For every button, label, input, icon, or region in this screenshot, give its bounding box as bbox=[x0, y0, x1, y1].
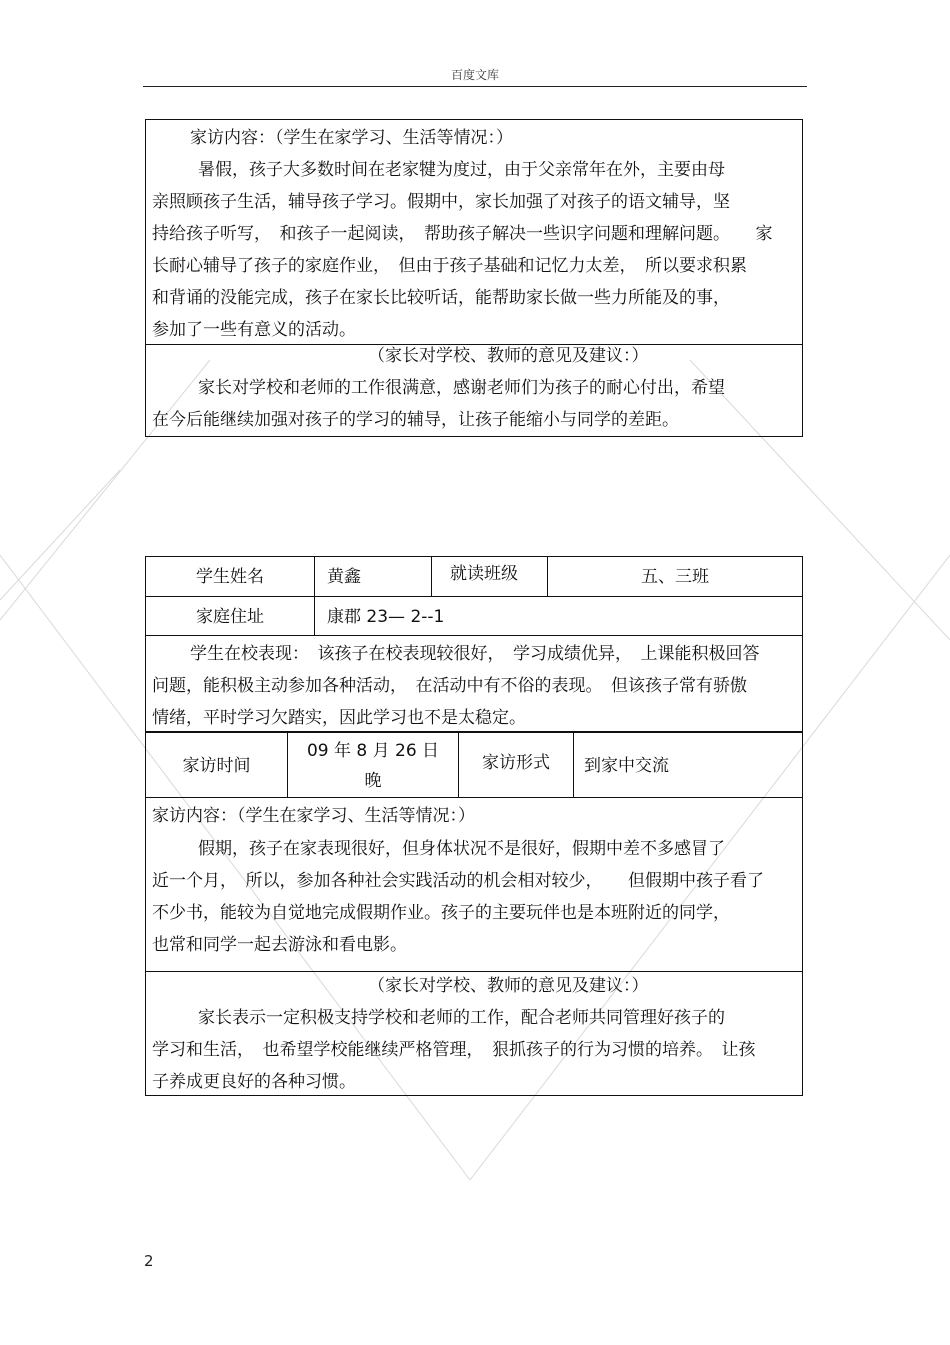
form-label-cell bbox=[458, 732, 574, 798]
opinion-heading: （家长对学校、教师的意见及建议：） bbox=[368, 976, 649, 996]
opinion-line: 家长表示一定积极支持学校和老师的工作，配合老师共同管理好孩子的 bbox=[198, 1008, 725, 1028]
class-value: 五、三班 bbox=[641, 567, 709, 587]
school-line: 学生在校表现： 该孩子在校表现较很好， 学习成绩优异， 上课能积极回答 bbox=[190, 644, 760, 664]
name-value: 黄鑫 bbox=[327, 567, 361, 587]
content-line: 不少书，能较为自觉地完成假期作业。孩子的主要玩伴也是本班附近的同学， bbox=[152, 903, 730, 923]
form-value-cell bbox=[573, 732, 803, 798]
content-line: 近一个月， 所以，参加各种社会实践活动的机会相对较少， 但假期中孩子看了 bbox=[152, 871, 764, 891]
form-value: 到家中交流 bbox=[584, 756, 669, 776]
top-content-line: 亲照顾孩子生活，辅导孩子学习。假期中，家长加强了对孩子的语文辅导，坚 bbox=[152, 192, 730, 212]
school-line: 问题，能积极主动参加各种活动， 在活动中有不俗的表现。 但该孩子常有骄傲 bbox=[152, 676, 747, 696]
time-value-cell bbox=[287, 732, 459, 798]
header-title: 百度文库 bbox=[450, 68, 499, 82]
content-heading: 家访内容：（学生在家学习、生活等情况：） bbox=[152, 806, 475, 826]
time-value-line1: 09 年 8 月 26 日 bbox=[306, 741, 440, 761]
opinion-line: 学习和生活， 也希望学校能继续严格管理， 狠抓孩子的行为习惯的培养。 让孩 bbox=[152, 1040, 756, 1060]
class-label-cell bbox=[431, 556, 548, 597]
school-line: 情绪，平时学习欠踏实，因此学习也不是太稳定。 bbox=[152, 708, 526, 728]
page-number: 2 bbox=[144, 1252, 154, 1270]
address-label: 家庭住址 bbox=[196, 607, 264, 627]
top-opinion-line: 在今后能继续加强对孩子的学习的辅导，让孩子能缩小与同学的差距。 bbox=[152, 410, 679, 430]
top-record-table bbox=[145, 119, 803, 437]
top-content-heading: 家访内容：（学生在家学习、生活等情况：） bbox=[190, 128, 513, 148]
time-label-cell bbox=[145, 732, 288, 798]
parent-opinion-cell bbox=[145, 971, 803, 1096]
content-line: 也常和同学一起去游泳和看电影。 bbox=[152, 935, 407, 955]
address-value-cell bbox=[314, 596, 803, 636]
opinion-line: 子养成更良好的各种习惯。 bbox=[152, 1072, 356, 1092]
address-value: 康郡 23— 2--1 bbox=[327, 607, 445, 627]
class-label: 就读班级 bbox=[450, 564, 518, 584]
name-label: 学生姓名 bbox=[196, 567, 264, 587]
form-label: 家访形式 bbox=[482, 753, 550, 773]
school-performance-cell bbox=[145, 635, 803, 733]
top-content-line: 暑假，孩子大多数时间在老家犍为度过，由于父亲常年在外，主要由母 bbox=[198, 160, 725, 180]
name-label-cell bbox=[145, 556, 315, 597]
top-content-line: 和背诵的没能完成，孩子在家长比较听话，能帮助家长做一些力所能及的事， bbox=[152, 288, 730, 308]
top-opinion-line: 家长对学校和老师的工作很满意，感谢老师们为孩子的耐心付出，希望 bbox=[198, 378, 725, 398]
class-value-cell bbox=[547, 556, 803, 597]
content-line: 假期，孩子在家表现很好，但身体状况不是很好，假期中差不多感冒了 bbox=[198, 839, 725, 859]
time-value-line2: 晚 bbox=[364, 771, 382, 791]
top-content-line: 持给孩子听写， 和孩子一起阅读， 帮助孩子解决一些识字问题和理解问题。 家 bbox=[152, 224, 773, 244]
time-label: 家访时间 bbox=[182, 756, 251, 776]
top-content-line: 长耐心辅导了孩子的家庭作业， 但由于孩子基础和记忆力太差， 所以要求积累 bbox=[152, 256, 747, 276]
top-content-line: 参加了一些有意义的活动。 bbox=[152, 320, 356, 340]
header-divider bbox=[143, 86, 807, 87]
address-label-cell bbox=[145, 596, 315, 636]
visit-content-cell bbox=[145, 797, 803, 972]
top-opinion-heading: （家长对学校、教师的意见及建议：） bbox=[368, 346, 649, 366]
name-value-cell bbox=[314, 556, 432, 597]
